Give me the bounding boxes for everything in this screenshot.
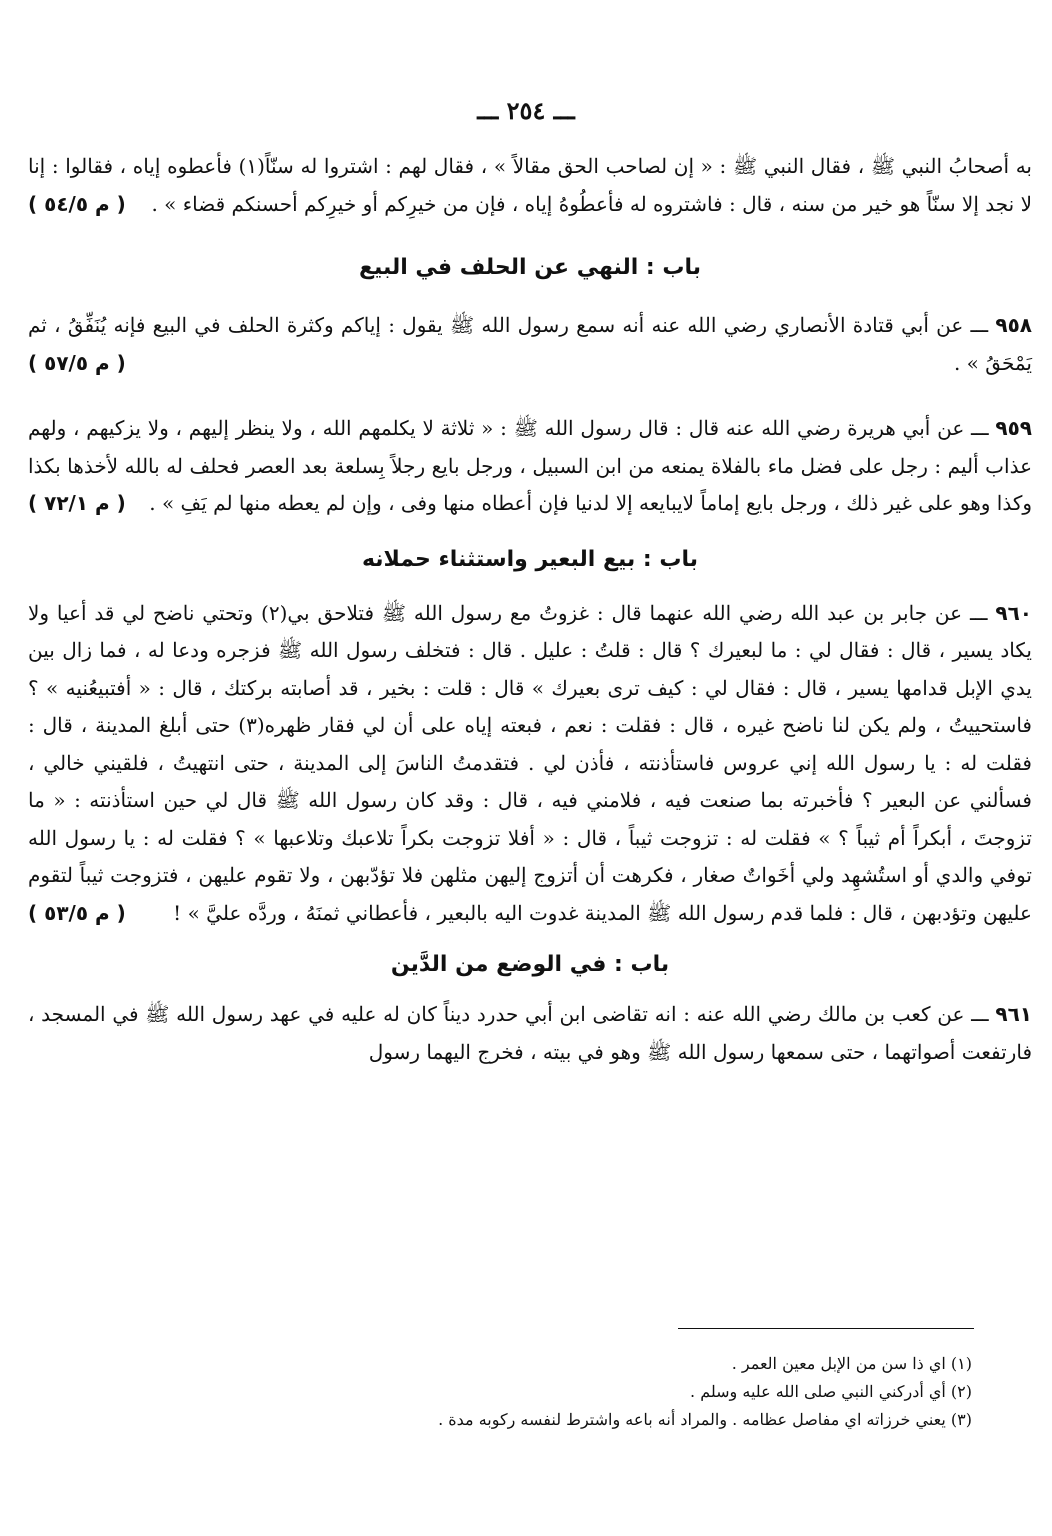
footnote-divider <box>678 1328 974 1329</box>
hadith-958 <box>28 307 1032 382</box>
hadith-number: ٩٥٨ <box>995 313 1033 337</box>
intro-reference: ( م ٥٤/٥ ) <box>28 191 126 216</box>
page-number: ـــ ٢٥٤ ـــ <box>477 96 575 125</box>
hadith-text: ـــ عن أبي هريرة رضي الله عنه قال : قال رسول الله ﷺ : « ثلاثة لا يكلمهم الله ، ولا ينظر إليهم ، ولا يزكيهم ، ولهم عذاب أليم : رجل على فضل ماء بالفلاة يمنعه من ابن السبيل ، ورجل بايع رجلاً بِسلعة بعد العصر فحلف له بالله لأخذها بكذا وكذا وهو على غير ذلك ، ورجل بايع إماماً لايبايعه إلا لدنيا فإن أعطاه منها وفى ، وإن لم يعطه منها لم يَفِ » . <box>28 416 1032 515</box>
chapter-heading-debt-reduction: باب : في الوضع من الدَّين <box>390 952 670 977</box>
footnote-2: (٢) أي أدركني النبي صلى الله عليه وسلم . <box>690 1382 972 1401</box>
hadith-text: ـــ عن أبي قتادة الأنصاري رضي الله عنه أنه سمع رسول الله ﷺ يقول : إياكم وكثرة الحلف في البيع فإنه يُنَفِّقُ ، ثم يَمْحَقُ » . <box>28 313 1032 375</box>
hadith-text: ـــ عن كعب بن مالك رضي الله عنه : انه تقاضى ابن أبي حدرد ديناً كان له عليه في عهد رسول الله ﷺ في المسجد ، فارتفعت أصواتهما ، حتى سمعها رسول الله ﷺ وهو في بيته ، فخرج اليهما رسول <box>28 1002 1032 1064</box>
intro-paragraph <box>28 148 1032 223</box>
hadith-reference: ( م ٧٢/١ ) <box>28 491 126 515</box>
hadith-text: ـــ عن جابر بن عبد الله رضي الله عنهما قال : غزوتُ مع رسول الله ﷺ فتلاحق بي(٢) وتحتي ناضح لي قد أعيا ولا يكاد يسير ، قال : فقال لي : ما لبعيرك ؟ قال : قلتُ : عليل . قال : فتخلف رسول الله ﷺ فزجره ودعا له ، فما زال بين يدي الإبل قدامها يسير ، قال : فقال لي : كيف ترى بعيرك » قال : قلت : بخير ، قد أصابته بركتك ، قال : « أفتبيعُنيه » ؟ فاستحييتُ ، ولم يكن لنا ناضح غيره ، قال : فقلت : نعم ، فبعته إياه على أن لي فقار ظهره(٣) حتى أبلغ المدينة ، قال : فقلت له : يا رسول الله إني عروس فاستأذنته ، فأذن لي . فتقدمتُ الناسَ إلى المدينة ، حتى انتهيتُ ، فلقيني خالي ، فسألني عن البعير ؟ فأخبرته بما صنعت فيه ، فلامني فيه ، قال : وقد كان رسول الله ﷺ قال لي حين استأذنته : « ما تزوجتَ ، أبكراً أم ثيباً ؟ » فقلت له : تزوجت ثيباً ، قال : « أفلا تزوجت بكراً تلاعبك وتلاعبها » ؟ فقلت له : يا رسول الله توفي والدي أو استُشهِد ولي أخَواتٌ صغار ، فكرهت أن أتزوج إليهن مثلهن فلا تؤدّبهن ، ولا تقوم عليهن ، فتزوجت ثيباً لتقوم عليهن وتؤدبهن ، قال : فلما قدم رسول الله ﷺ المدينة غدوت اليه بالبعير ، فأعطاني ثمنَهُ ، وردَّه عليَّ » ! <box>28 600 1032 925</box>
hadith-reference: ( م ٥٣/٥ ) <box>28 900 126 925</box>
hadith-961 <box>28 996 1032 1071</box>
footnote-3: (٣) يعني خرزاته اي مفاصل عظامه . والمراد أنه باعه واشترط لنفسه ركوبه مدة . <box>438 1410 972 1429</box>
hadith-number: ٩٥٩ <box>995 416 1032 440</box>
footnote-1: (١) اي ذا سن من الإبل معين العمر . <box>731 1354 972 1373</box>
intro-text: به أصحابُ النبي ﷺ ، فقال النبي ﷺ : « إن لصاحب الحق مقالاً » ، فقال لهم : اشتروا له سنّاً(١) فأعطوه إياه ، فقالوا : إنا لا نجد إلا سنّاً هو خير من سنه ، قال : فاشتروه له فأعطُوهُ إياه ، فإن من خيرِكم أو خيرِكم أحسنكم قضاء » . <box>28 154 1032 216</box>
chapter-heading-camel-sale: باب : بيع البعير واستثناء حملانه <box>361 546 699 572</box>
hadith-959 <box>28 410 1032 523</box>
page-content <box>28 148 1032 1071</box>
hadith-960 <box>28 595 1032 933</box>
chapter-heading-oath-in-sale: باب : النهي عن الحلف في البيع <box>358 255 702 280</box>
hadith-number: ٩٦٠ <box>995 600 1033 625</box>
hadith-number: ٩٦١ <box>995 1002 1032 1026</box>
hadith-reference: ( م ٥٧/٥ ) <box>28 350 126 375</box>
footnotes <box>72 1350 972 1434</box>
